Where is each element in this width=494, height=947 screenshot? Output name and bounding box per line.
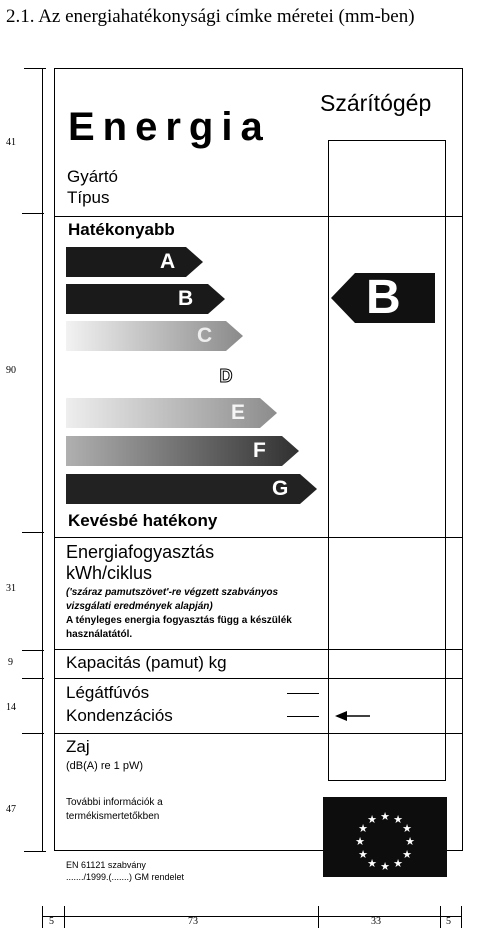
svg-text:★: ★ (405, 835, 415, 848)
model-label: Típus (67, 188, 110, 207)
consumption-title: Energiafogyasztás (66, 542, 215, 562)
dim-bottom-5b: 5 (446, 916, 451, 927)
condensing-label: Kondenzációs (66, 706, 173, 725)
class-b-arrow (66, 284, 225, 314)
consumption-note-2: A tényleges energia fogyasztás függ a készülék használatától. (66, 615, 292, 640)
dim-90: 90 (6, 365, 16, 376)
class-g-label: G (272, 477, 289, 500)
standard-text: EN 61121 szabvány (66, 860, 146, 870)
class-c-arrow (66, 321, 243, 351)
more-efficient-label: Hatékonyabb (68, 220, 175, 239)
dim-bottom-33: 33 (371, 916, 381, 927)
vented-dash (287, 693, 319, 694)
svg-text:★: ★ (358, 822, 368, 835)
class-f-label: F (253, 439, 266, 462)
svg-text:★: ★ (355, 835, 365, 848)
eu-stars-icon (323, 797, 447, 877)
svg-text:★: ★ (393, 857, 403, 870)
svg-text:★: ★ (380, 860, 390, 873)
class-a-arrow (66, 247, 203, 277)
class-d-label: D (219, 366, 233, 386)
svg-text:★: ★ (402, 848, 412, 861)
manufacturer-label: Gyártó (67, 167, 119, 186)
rating-letter: B (366, 271, 401, 324)
svg-text:★: ★ (367, 857, 377, 870)
svg-text:★: ★ (367, 813, 377, 826)
svg-text:★: ★ (358, 848, 368, 861)
more-info-text: További információk a termékismertetőkben (66, 797, 163, 822)
label-title: Energia (68, 105, 271, 149)
noise-unit: (dB(A) re 1 pW) (66, 760, 144, 772)
dim-bottom-73: 73 (188, 916, 198, 927)
directive-text: ......./1999.(.......) GM rendelet (66, 872, 185, 882)
dim-14: 14 (6, 702, 16, 713)
class-e-arrow (66, 398, 277, 428)
class-c-label: C (197, 324, 213, 347)
svg-text:★: ★ (402, 822, 412, 835)
dim-bottom-5a: 5 (49, 916, 54, 927)
class-a-label: A (160, 250, 176, 273)
dim-41: 41 (6, 137, 16, 148)
dim-47: 47 (6, 804, 16, 815)
consumption-unit: kWh/ciklus (66, 563, 153, 583)
class-e-label: E (231, 401, 246, 424)
capacity-label: Kapacitás (pamut) kg (66, 653, 227, 672)
dim-9: 9 (8, 657, 13, 668)
page-heading: 2.1. Az energiahatékonysági címke méretei (mm-ben) (6, 6, 415, 27)
less-efficient-label: Kevésbé hatékony (68, 511, 218, 530)
class-b-label: B (178, 287, 194, 310)
condensing-dash (287, 716, 319, 717)
svg-text:★: ★ (393, 813, 403, 826)
consumption-note: ('száraz pamutszövet'-re végzett szabványos vizsgálati eredmények alapján) (66, 587, 279, 612)
dim-31: 31 (6, 583, 16, 594)
eu-flag (323, 797, 447, 877)
svg-text:★: ★ (380, 810, 390, 823)
vented-label: Légátfúvós (66, 683, 150, 702)
appliance-name: Szárítógép (320, 90, 432, 116)
noise-label: Zaj (66, 737, 90, 756)
